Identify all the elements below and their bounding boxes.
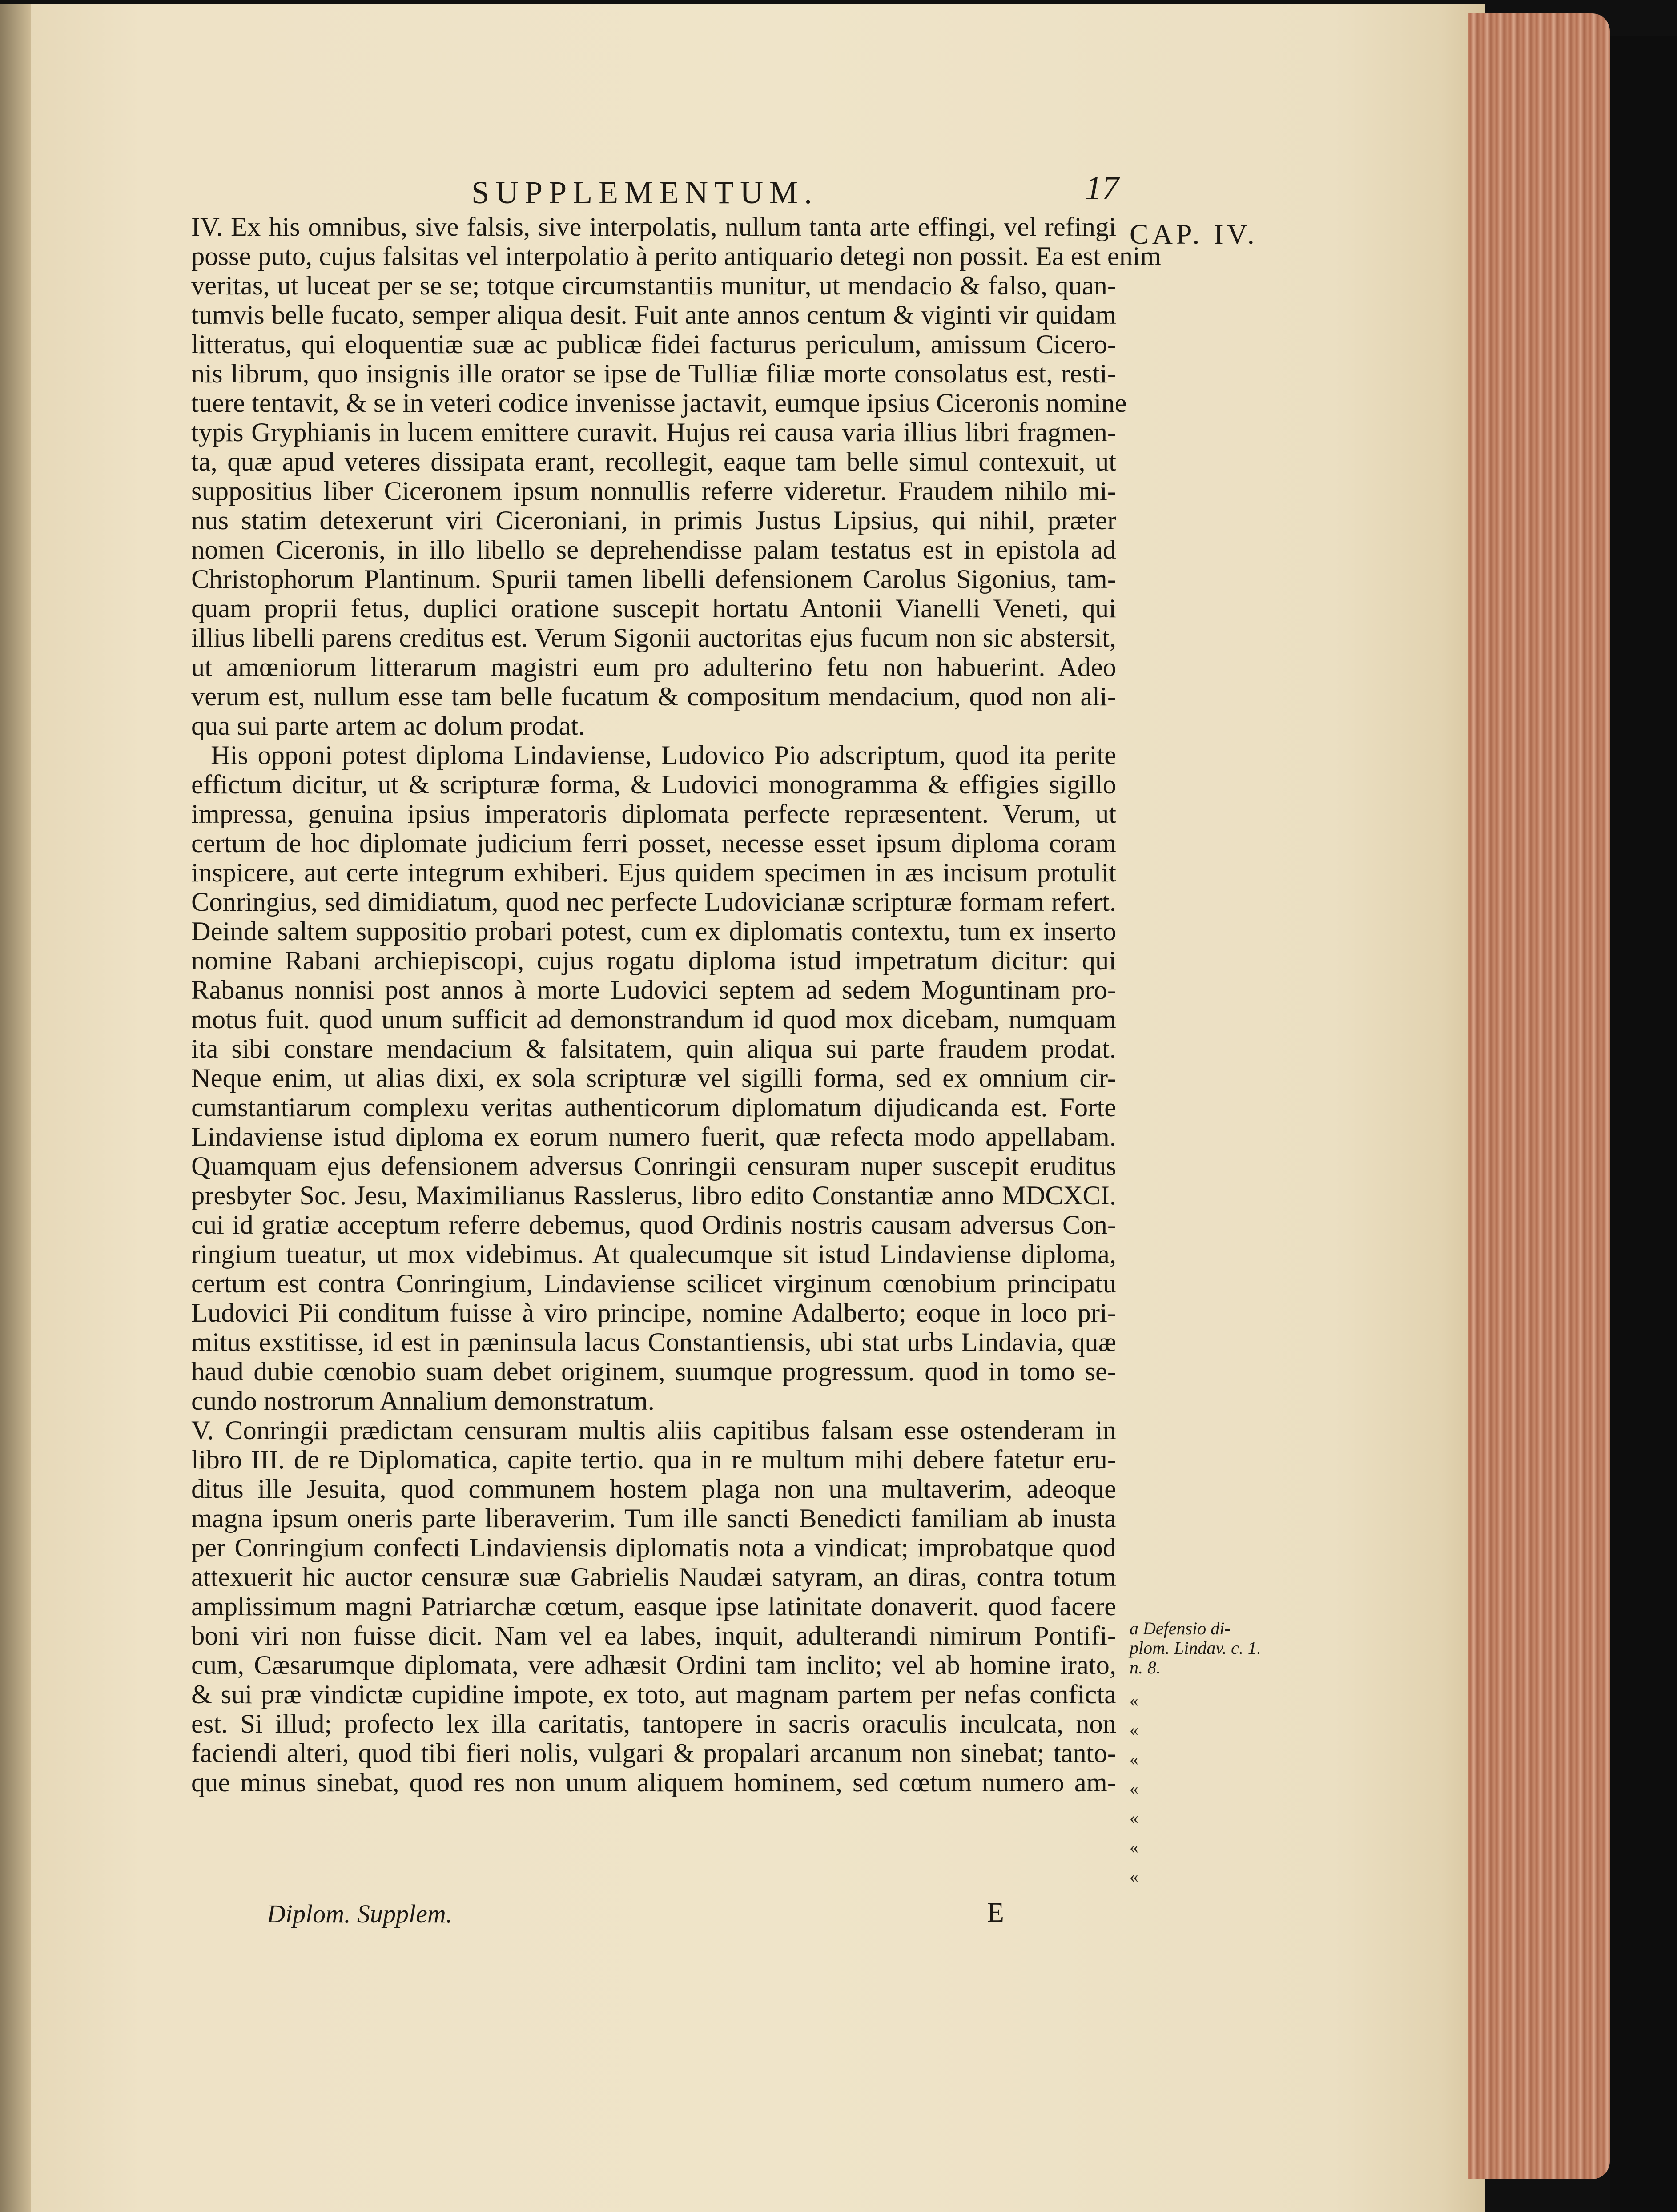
text-line: motus fuit. quod unum sufficit ad demonstrandum id quod mox dicebam, numquam	[191, 1005, 1116, 1034]
text-line: libro III. de re Diplomatica, capite tertio. qua in re multum mihi debere fatetur eru-	[191, 1445, 1116, 1475]
text-line: ringium tueatur, ut mox videbimus. At qualecumque sit istud Lindaviense diploma,	[191, 1239, 1116, 1269]
text-line: certum est contra Conringium, Lindaviense scilicet virginum cœnobium principatu	[191, 1269, 1116, 1299]
text-line: certum de hoc diplomate judicium ferri posset, necesse esset ipsum diploma coram	[191, 828, 1116, 858]
text-line: boni viri non fuisse dicit. Nam vel ea labes, inquit, adulterandi nimirum Pontifi-	[191, 1621, 1116, 1651]
text-line: impressa, genuina ipsius imperatoris diplomata perfecte repræsentent. Verum, ut	[191, 799, 1116, 829]
text-line: qua sui parte artem ac dolum prodat.	[191, 711, 585, 741]
text-line: litteratus, qui eloquentiæ suæ ac publicæ fidei facturus periculum, amissum Cicero-	[191, 330, 1116, 359]
text-line: ta, quæ apud veteres dissipata erant, recollegit, eaque tam belle simul contexuit, ut	[191, 447, 1116, 477]
text-line: suppositius liber Ciceronem ipsum nonnullis referre videretur. Fraudem nihilo mi-	[191, 476, 1116, 506]
quotation-mark: «	[1130, 1690, 1138, 1710]
text-line: Rabanus nonnisi post annos à morte Ludovici septem ad sedem Moguntinam pro-	[191, 975, 1116, 1005]
text-line: nus statim detexerunt viri Ciceroniani, in primis Justus Lipsius, qui nihil, præter	[191, 506, 1116, 535]
text-line: V. Conringii prædictam censuram multis aliis capitibus falsam esse ostenderam in	[191, 1416, 1116, 1445]
text-line: verum est, nullum esse tam belle fucatum & compositum mendacium, quod non ali-	[191, 682, 1116, 712]
quotation-mark: «	[1130, 1837, 1138, 1857]
quotation-mark: «	[1130, 1720, 1138, 1740]
text-line: attexuerit hic auctor censuræ suæ Gabrielis Naudæi satyram, an diras, contra totum	[191, 1562, 1116, 1592]
quotation-mark: «	[1130, 1749, 1138, 1769]
text-line: posse puto, cujus falsitas vel interpolatio à perito antiquario detegi non possit. Ea est enim	[191, 241, 1161, 271]
text-line: Quamquam ejus defensionem adversus Conringii censuram nuper suscepit eruditus	[191, 1151, 1116, 1181]
text-line: Conringius, sed dimidiatum, quod nec perfecte Ludovicianæ scripturæ formam refert.	[191, 887, 1116, 917]
quotation-marks-column	[1130, 1690, 1138, 1895]
quotation-mark: «	[1130, 1866, 1138, 1886]
chapter-label: CAP. IV.	[1130, 218, 1258, 250]
body-text	[191, 212, 1161, 1798]
text-line: presbyter Soc. Jesu, Maximilianus Rasslerus, libro edito Constantiæ anno MDCXCI.	[191, 1181, 1116, 1211]
text-line: typis Gryphianis in lucem emittere curavit. Hujus rei causa varia illius libri fragmen-	[191, 418, 1116, 447]
text-line: Christophorum Plantinum. Spurii tamen libelli defensionem Carolus Sigonius, tam-	[191, 564, 1116, 594]
text-line: quam proprii fetus, duplici oratione suscepit hortatu Antonii Vianelli Veneti, qui	[191, 594, 1116, 623]
text-line: amplissimum magni Patriarchæ cœtum, easque ipse latinitate donaverit. quod facere	[191, 1592, 1116, 1621]
text-line: tumvis belle fucato, semper aliqua desit. Fuit ante annos centum & viginti vir quidam	[191, 300, 1116, 330]
text-line: illius libelli parens creditus est. Verum Sigonii auctoritas ejus fucum non sic abstersit,	[191, 623, 1116, 653]
margin-note: a Defensio di- plom. Lindav. c. 1. n. 8.	[1130, 1618, 1261, 1677]
signature-mark: E	[987, 1898, 1004, 1928]
text-line: mitus exstitisse, id est in pæninsula lacus Constantiensis, ubi stat urbs Lindavia, quæ	[191, 1327, 1116, 1357]
text-line: haud dubie cœnobio suam debet originem, suumque progressum. quod in tomo se-	[191, 1357, 1116, 1387]
text-line: & sui præ vindictæ cupidine impote, ex toto, aut magnam partem per nefas conficta	[191, 1680, 1116, 1709]
text-line: Lindaviense istud diploma ex eorum numero fuerit, quæ refecta modo appellabam.	[191, 1122, 1116, 1152]
text-line: nomine Rabani archiepiscopi, cujus rogatu diploma istud impetratum dicitur: qui	[191, 946, 1116, 976]
text-line: cum, Cæsarumque diplomata, vere adhæsit Ordini tam inclito; vel ab homine irato,	[191, 1650, 1116, 1680]
page-edges	[1468, 13, 1610, 2179]
text-line: cumstantiarum complexu veritas authenticorum diplomatum dijudicanda est. Forte	[191, 1093, 1116, 1122]
text-line: His opponi potest diploma Lindaviense, Ludovico Pio adscriptum, quod ita perite	[211, 740, 1116, 770]
text-line: ditus ille Jesuita, quod communem hostem plaga non una multaverim, adeoque	[191, 1474, 1116, 1504]
running-head: SUPPLEMENTUM.	[471, 175, 819, 210]
text-line: magna ipsum oneris parte liberaverim. Tum ille sancti Benedicti familiam ab inusta	[191, 1504, 1116, 1533]
text-line: que minus sinebat, quod res non unum aliquem hominem, sed cœtum numero am-	[191, 1768, 1116, 1798]
quotation-mark: «	[1130, 1778, 1138, 1798]
text-line: inspicere, aut certe integrum exhiberi. Ejus quidem specimen in æs incisum protulit	[191, 858, 1116, 888]
text-line: Neque enim, ut alias dixi, ex sola scripturæ vel sigilli forma, sed ex omnium cir-	[191, 1063, 1116, 1093]
page-number: 17	[1085, 169, 1119, 207]
quotation-mark: «	[1130, 1808, 1138, 1828]
text-line: cui id gratiæ acceptum referre debemus, quod Ordinis nostris causam adversus Con-	[191, 1210, 1116, 1240]
text-line: tuere tentavit, & se in veteri codice invenisse jactavit, eumque ipsius Ciceronis nomine	[191, 388, 1127, 418]
text-line: Ludovici Pii conditum fuisse à viro principe, nomine Adalberto; eoque in loco pri-	[191, 1298, 1116, 1328]
text-line: effictum dicitur, ut & scripturæ forma, & Ludovici monogramma & effigies sigillo	[191, 770, 1116, 800]
text-line: cundo nostrorum Annalium demonstratum.	[191, 1386, 655, 1416]
footer-title: Diplom. Supplem.	[267, 1899, 453, 1928]
page-gutter-shadow	[0, 4, 31, 2212]
text-line: faciendi alteri, quod tibi fieri nolis, vulgari & propalari arcanum non sinebat; tanto-	[191, 1738, 1116, 1768]
text-line: est. Si illud; profecto lex illa caritatis, tantopere in sacris oraculis inculcata, non	[191, 1709, 1116, 1739]
text-line: ut amœniorum litterarum magistri eum pro adulterino fetu non habuerint. Adeo	[191, 652, 1116, 682]
text-line: Deinde saltem suppositio probari potest, cum ex diplomatis contextu, tum ex inserto	[191, 917, 1116, 946]
text-line: veritas, ut luceat per se se; totque circumstantiis munitur, ut mendacio & falso, quan-	[191, 271, 1116, 301]
text-line: nomen Ciceronis, in illo libello se deprehendisse palam testatus est in epistola ad	[191, 535, 1116, 565]
text-line: per Conringium confecti Lindaviensis diplomatis nota a vindicat; improbatque quod	[191, 1533, 1116, 1563]
text-line: ita sibi constare mendacium & falsitatem, quin aliqua sui parte fraudem prodat.	[191, 1034, 1116, 1064]
text-line: IV. Ex his omnibus, sive falsis, sive interpolatis, nullum tanta arte effingi, vel refingi	[191, 212, 1116, 242]
background-shadow	[1610, 36, 1677, 2212]
text-line: nis librum, quo insignis ille orator se ipse de Tulliæ filiæ morte consolatus est, resti-	[191, 359, 1116, 389]
